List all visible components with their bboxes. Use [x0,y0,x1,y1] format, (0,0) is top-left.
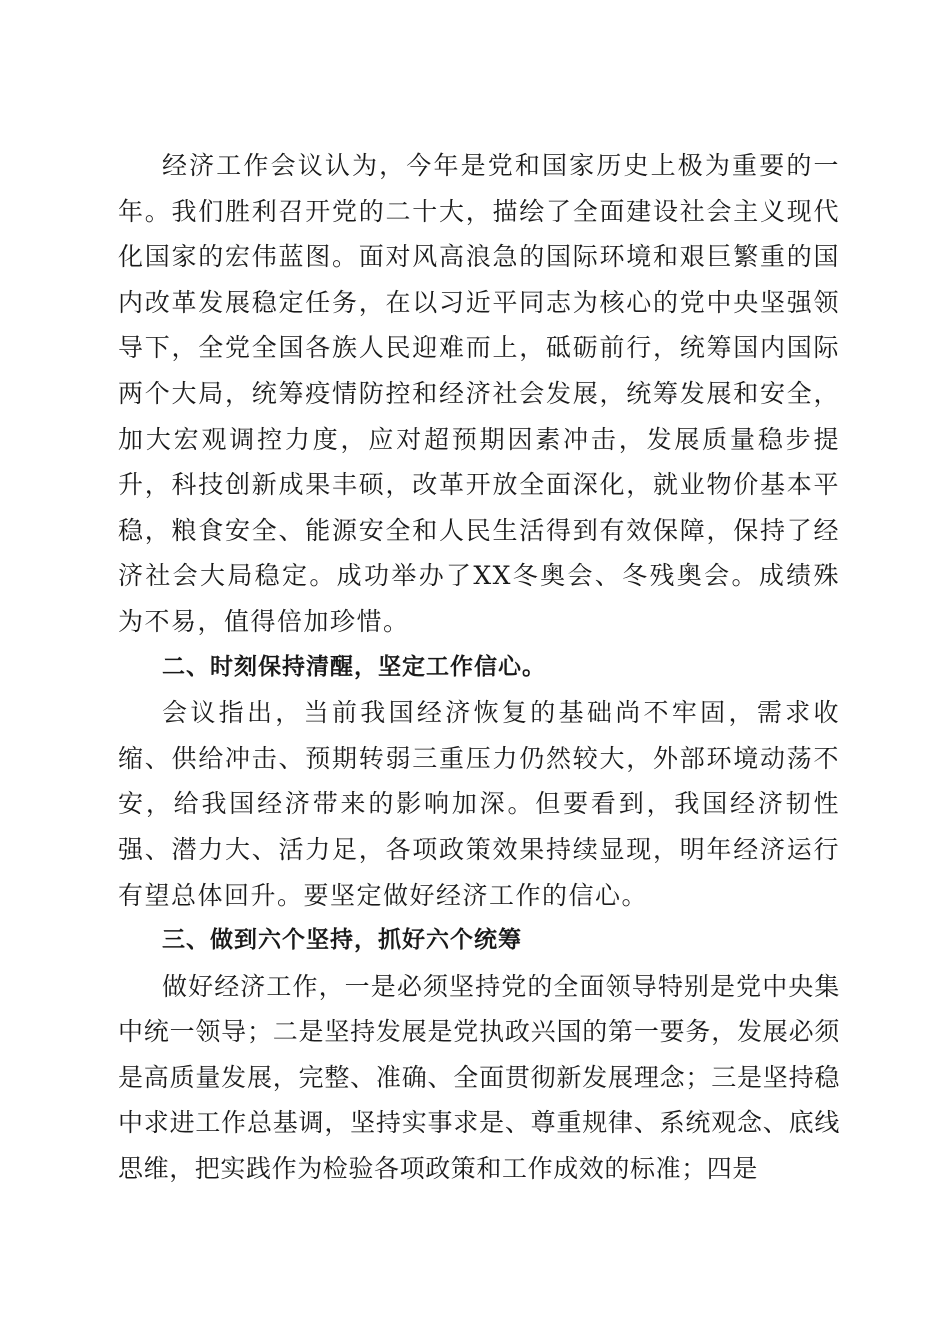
document-body [118,143,840,1192]
paragraph-six-persistences: 做好经济工作，一是必须坚持党的全面领导特别是党中央集中统一领导；二是坚持发展是党执政兴国的第一要务，发展必须是高质量发展，完整、准确、全面贯彻新发展理念；三是坚持稳中求进工作总基调，坚持实事求是、尊重规律、系统观念、底线思维，把实践作为检验各项政策和工作成效的标准；四是 [118,971,840,1184]
paragraph-economic-meeting-review: 经济工作会议认为，今年是党和国家历史上极为重要的一年。我们胜利召开党的二十大，描绘了全面建设社会主义现代化国家的宏伟蓝图。面对风高浪急的国际环境和艰巨繁重的国内改革发展稳定任务，在以习近平同志为核心的党中央坚强领导下，全党全国各族人民迎难而上，砥砺前行，统筹国内国际两个大局，统筹疫情防控和经济社会发展，统筹发展和安全，加大宏观调控力度，应对超预期因素冲击，发展质量稳步提升，科技创新成果丰硕，改革开放全面深化，就业物价基本平稳，粮食安全、能源安全和人民生活得到有效保障，保持了经济社会大局稳定。成功举办了XX冬奥会、冬残奥会。成绩殊为不易，值得倍加珍惜。 [118,151,840,636]
section-heading-3: 三、做到六个坚持，抓好六个统筹 [162,927,522,954]
paragraph-meeting-points: 会议指出，当前我国经济恢复的基础尚不牢固，需求收缩、供给冲击、预期转弱三重压力仍然较大，外部环境动荡不安，给我国经济带来的影响加深。但要看到，我国经济韧性强、潜力大、活力足，各项政策效果持续显现，明年经济运行有望总体回升。要坚定做好经济工作的信心。 [118,698,840,910]
section-heading-2: 二、时刻保持清醒，坚定工作信心。 [162,653,546,680]
